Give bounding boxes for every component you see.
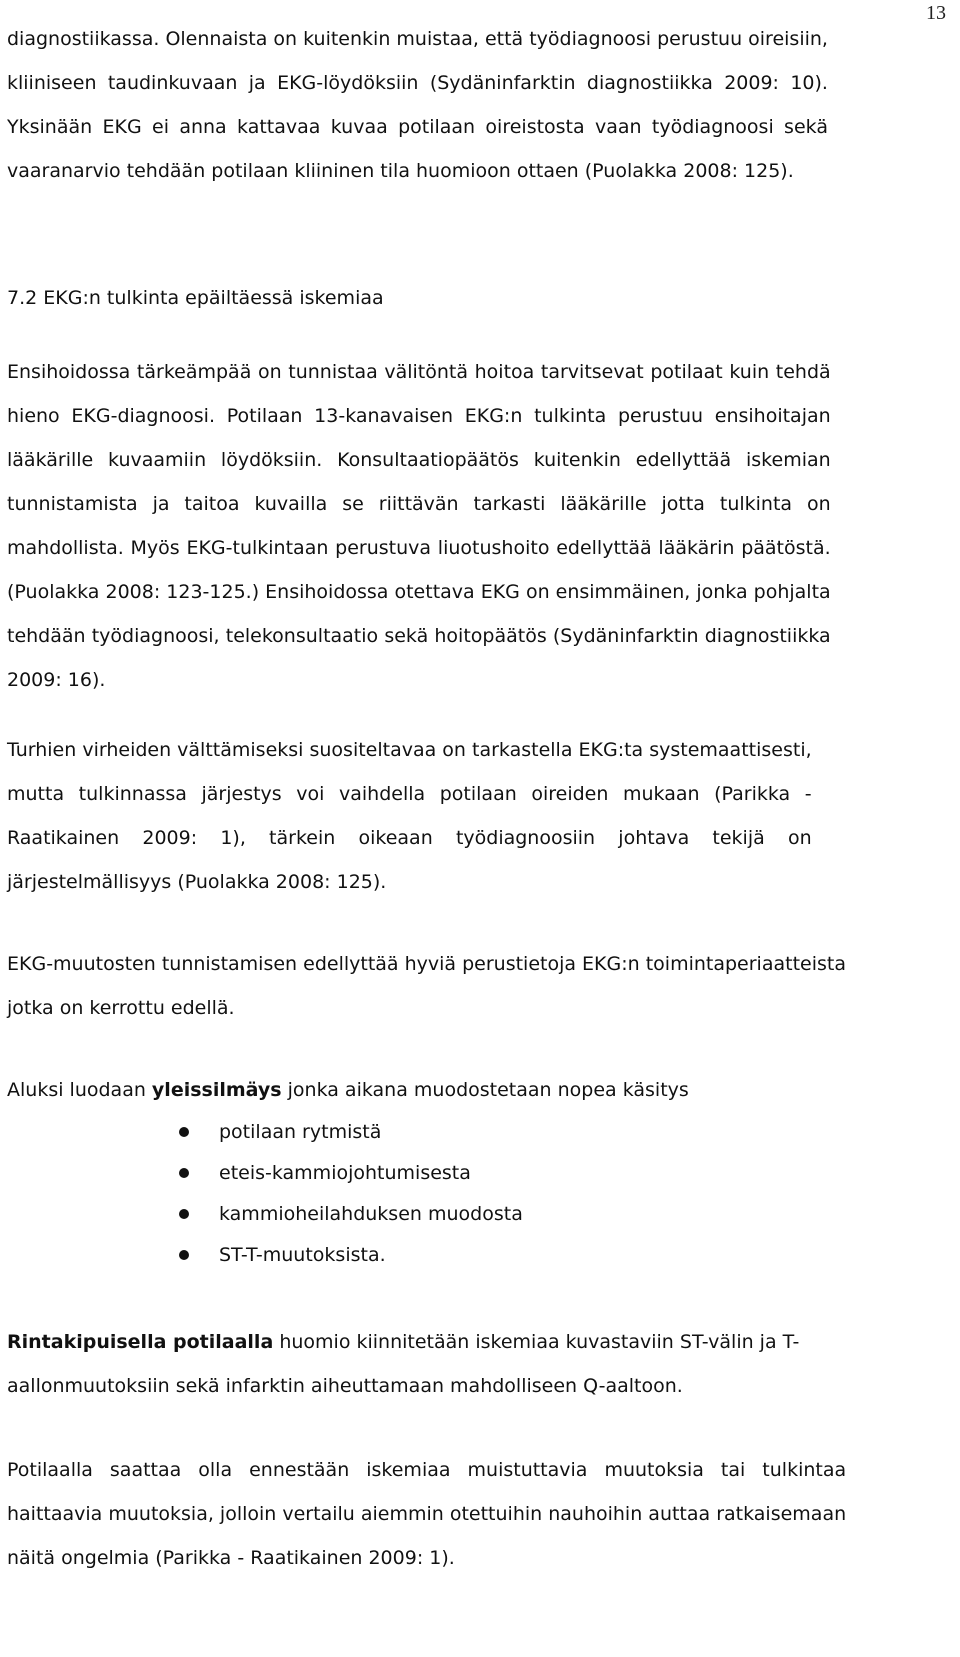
- text-line: mahdollista. Myös EKG-tulkintaan perustuva liuotushoito edellyttää lääkärin päätöstä.: [7, 537, 831, 559]
- text-line: 2009: 16).: [7, 669, 106, 691]
- text-line: Yksinään EKG ei anna kattavaa kuvaa potilaan oireistosta vaan työdiagnoosi sekä: [7, 116, 828, 138]
- bold-term: Rintakipuisella potilaalla: [7, 1331, 274, 1353]
- paragraph-intro: [7, 17, 828, 193]
- text-line: tehdään työdiagnoosi, telekonsultaatio sekä hoitopäätös (Sydäninfarktin diagnostiikka: [7, 625, 831, 647]
- text-prefix: Aluksi luodaan: [7, 1079, 152, 1101]
- paragraph-perustiedot: [7, 942, 846, 1030]
- text-line: haittaavia muutoksia, jolloin vertailu aiemmin otettuihin nauhoihin auttaa ratkaisemaan: [7, 1503, 847, 1525]
- text-line: mutta tulkinnassa järjestys voi vaihdella potilaan oireiden mukaan (Parikka -: [7, 783, 812, 805]
- list-item: [7, 1194, 523, 1235]
- text-rest: huomio kiinnitetään iskemiaa kuvastaviin ST-välin ja T-: [273, 1331, 800, 1353]
- text-line: lääkärille kuvaamiin löydöksiin. Konsultaatiopäätös kuitenkin edellyttää iskemian: [7, 449, 831, 471]
- text-suffix: jonka aikana muodostetaan nopea käsitys: [281, 1079, 689, 1101]
- bullet-icon: [179, 1168, 189, 1178]
- text-line: näitä ongelmia (Parikka - Raatikainen 2009: 1).: [7, 1547, 455, 1569]
- text-line: diagnostiikassa. Olennaista on kuitenkin muistaa, että työdiagnoosi perustuu oireisiin,: [7, 28, 828, 50]
- bullet-list: [7, 1112, 523, 1276]
- text-line: jotka on kerrottu edellä.: [7, 997, 235, 1019]
- bullet-icon: [179, 1127, 189, 1137]
- bold-term: yleissilmäys: [151, 1079, 282, 1101]
- text-line: [7, 1320, 799, 1364]
- text-line: Raatikainen 2009: 1), tärkein oikeaan työdiagnoosiin johtava tekijä on: [7, 827, 812, 849]
- paragraph-ensihoito: [7, 350, 831, 702]
- text-line: Turhien virheiden välttämiseksi suositeltavaa on tarkastella EKG:ta systemaattisesti,: [7, 739, 812, 761]
- list-item-label: kammioheilahduksen muodosta: [219, 1203, 523, 1225]
- page-number: 13: [926, 2, 946, 24]
- text-line: (Puolakka 2008: 123-125.) Ensihoidossa otettava EKG on ensimmäinen, jonka pohjalta: [7, 581, 831, 603]
- list-item-label: potilaan rytmistä: [219, 1121, 382, 1143]
- text-line: järjestelmällisyys (Puolakka 2008: 125).: [7, 871, 387, 893]
- text-line: hieno EKG-diagnoosi. Potilaan 13-kanavaisen EKG:n tulkinta perustuu ensihoitajan: [7, 405, 831, 427]
- text-line: vaaranarvio tehdään potilaan kliininen tila huomioon ottaen (Puolakka 2008: 125).: [7, 160, 794, 182]
- bullet-icon: [179, 1250, 189, 1260]
- list-item-label: eteis-kammiojohtumisesta: [219, 1162, 471, 1184]
- text-line: tunnistamista ja taitoa kuvailla se riittävän tarkasti lääkärille jotta tulkinta on: [7, 493, 831, 515]
- text-line: aallonmuutoksiin sekä infarktin aiheuttamaan mahdolliseen Q-aaltoon.: [7, 1375, 683, 1397]
- paragraph-rintakipu: [7, 1320, 799, 1408]
- bullet-icon: [179, 1209, 189, 1219]
- text-line: EKG-muutosten tunnistamisen edellyttää hyviä perustietoja EKG:n toimintaperiaatteista: [7, 953, 846, 975]
- text-line: Ensihoidossa tärkeämpää on tunnistaa välitöntä hoitoa tarvitsevat potilaat kuin tehdä: [7, 361, 831, 383]
- paragraph-virheet: [7, 728, 812, 904]
- paragraph-yleissilmays: [7, 1068, 689, 1112]
- list-item: [7, 1112, 523, 1153]
- list-item: [7, 1153, 523, 1194]
- paragraph-vertailu: [7, 1448, 846, 1580]
- list-item: [7, 1235, 523, 1276]
- text-line: Potilaalla saattaa olla ennestään iskemiaa muistuttavia muutoksia tai tulkintaa: [7, 1459, 847, 1481]
- list-item-label: ST-T-muutoksista.: [219, 1244, 386, 1266]
- section-heading: 7.2 EKG:n tulkinta epäiltäessä iskemiaa: [7, 287, 384, 309]
- text-line: [7, 1068, 689, 1112]
- text-line: kliiniseen taudinkuvaan ja EKG-löydöksiin (Sydäninfarktin diagnostiikka 2009: 10).: [7, 72, 828, 94]
